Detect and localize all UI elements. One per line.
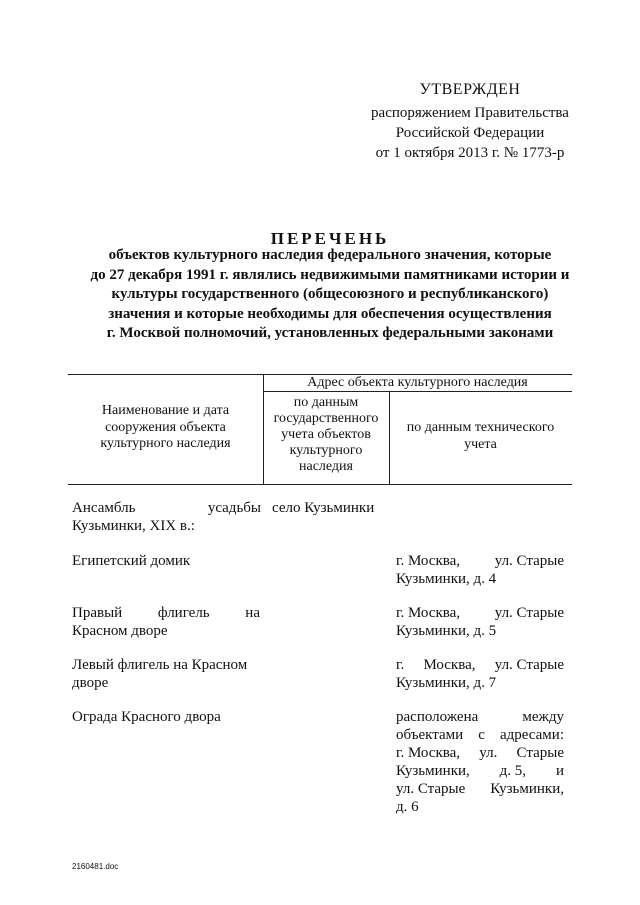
approval-block [330,80,610,163]
row-tech-address: Кузьминки, д. 4 [396,571,497,587]
subtitle-line: объектов культурного наследия федерального значения, которые [108,247,552,263]
row-name: Египетский домик [72,553,191,569]
row-name: Левый флигель на Красном [72,657,248,673]
subtitle-line: до 27 декабря 1991 г. являлись недвижимыми памятниками истории и [90,266,570,283]
subtitle-line: культуры государственного (общесоюзного и республиканского) [111,286,549,302]
row-tech-address: г. Москва, ул. Старые [396,657,564,673]
name-word: усадьбы [207,500,261,516]
header-address: Адрес объекта культурного наследия [307,375,528,390]
row-name: Ограда Красного двора [72,709,221,725]
row-tech-address: г. Москва, ул. Старые [396,745,564,761]
row-tech-address: д. 6 [396,799,419,815]
footer-filename: 2160481.doc [72,862,119,871]
name-word: Ансамбль [72,500,136,516]
header-name: Наименование и дата сооружения объекта культурного наследия [100,403,231,451]
approval-line: Российской Федерации [395,125,545,141]
row-name: Кузьминки, XIX в.: [72,518,195,534]
row-name: дворе [72,675,109,691]
row-tech-address: ул. Старые Кузьминки, [396,781,564,797]
row-tech-address: Кузьминки, д. 5, и [396,763,564,779]
row-tech-address: г. Москва, ул. Старые [396,605,564,621]
document-title: ПЕРЕЧЕНЬ [270,229,390,248]
row-name [72,499,261,517]
approval-line: от 1 октября 2013 г. № 1773-р [375,145,565,161]
approval-line: распоряжением Правительства [371,105,569,121]
row-tech-address: объектами с адресами: [396,727,564,743]
row-state-address: село Кузьминки [272,500,375,516]
row-tech-address: Кузьминки, д. 7 [396,675,497,691]
approval-title: УТВЕРЖДЕН [419,81,521,98]
row-tech-address: Кузьминки, д. 5 [396,623,497,639]
row-name: Правый флигель на [72,605,260,621]
header-bottom-border [68,484,572,485]
row-tech-address: г. Москва, ул. Старые [396,553,564,569]
row-name: Красном дворе [72,623,168,639]
header-state-record: по данным государственного учета объектов культурного наследия [273,395,379,474]
header-tech-record: по данным технического учета [406,420,555,452]
document-subtitle [40,246,620,344]
row-tech-address: расположена между [396,709,564,725]
subtitle-line: значения и которые необходимы для обеспечения осуществления [108,305,552,322]
subtitle-line: г. Москвой полномочий, установленных федеральными законами [106,325,554,341]
